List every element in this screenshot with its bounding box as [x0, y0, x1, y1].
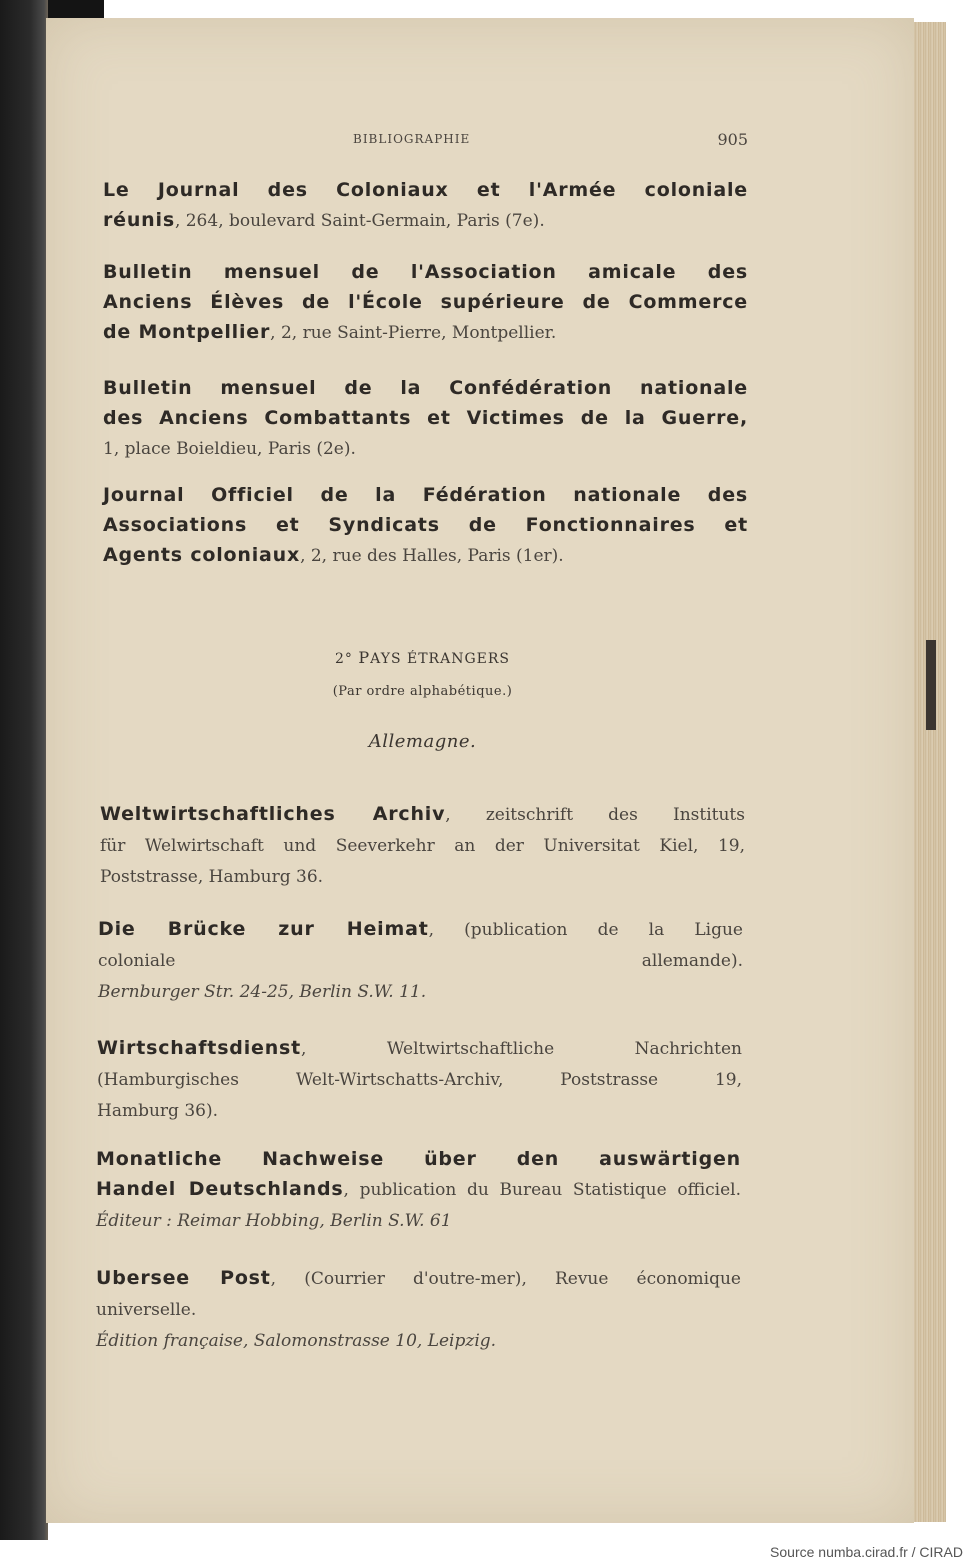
entry-line	[103, 480, 748, 510]
book-spine-shadow	[0, 0, 48, 1540]
entry-text: Poststrasse, Hamburg 36.	[100, 867, 324, 887]
entry-title: Associations et Syndicats de Fonctionnaires et	[103, 514, 748, 536]
entry-text: , 264, boulevard Saint-Germain, Paris (7e).	[174, 211, 545, 231]
entry-title: Monatliche Nachweise über den auswärtigen	[96, 1148, 741, 1170]
entry-line	[103, 373, 748, 403]
entry-line	[100, 861, 745, 892]
entry-title: Anciens Élèves de l'École supérieure de Commerce	[103, 291, 748, 313]
entry-title: réunis	[103, 209, 175, 231]
entry-text: , (Courrier d'outre-mer), Revue économique	[270, 1269, 741, 1289]
entry-line	[96, 1205, 741, 1236]
bibliography-entry	[103, 480, 748, 571]
entry-line	[98, 914, 743, 945]
section-heading	[100, 648, 745, 667]
bibliography-entry	[97, 1033, 742, 1126]
entry-line	[103, 403, 748, 433]
entry-line	[96, 1325, 741, 1356]
entry-text: 1, place Boieldieu, Paris (2e).	[103, 439, 356, 459]
entry-line	[100, 830, 745, 861]
entry-line	[98, 976, 743, 1007]
entry-title: Journal Officiel de la Fédération nationale des	[103, 484, 748, 506]
entry-line	[96, 1294, 741, 1325]
bibliography-entry	[103, 373, 748, 464]
country-heading: Allemagne.	[368, 731, 477, 752]
page-number: 905	[717, 130, 748, 149]
entry-text: coloniale allemande).	[98, 951, 743, 971]
source-credit: Source numba.cirad.fr / CIRAD	[770, 1544, 963, 1560]
entry-text: , (publication de la Ligue	[428, 920, 743, 940]
entry-text: für Welwirtschaft und Seeverkehr an der Universitat Kiel, 19,	[100, 836, 745, 856]
entry-title: Handel Deutschlands	[96, 1178, 344, 1200]
entry-line	[103, 540, 748, 571]
entry-text: , 2, rue Saint-Pierre, Montpellier.	[270, 323, 557, 343]
running-header	[100, 130, 748, 154]
bibliography-entry	[96, 1263, 741, 1356]
bibliography-entry	[98, 914, 743, 1007]
entry-title: Weltwirtschaftliches Archiv	[100, 803, 446, 825]
entry-title: Agents coloniaux	[103, 544, 301, 566]
entry-address-italic: Éditeur : Reimar Hobbing, Berlin S.W. 61	[96, 1211, 452, 1231]
entry-title: des Anciens Combattants et Victimes de la Guerre,	[103, 407, 748, 429]
entry-line	[103, 287, 748, 317]
entry-title: Wirtschaftsdienst	[97, 1037, 302, 1059]
section-subtitle: (Par ordre alphabétique.)	[332, 684, 513, 699]
entry-text: , 2, rue des Halles, Paris (1er).	[300, 546, 564, 566]
section-number: 2°	[335, 651, 353, 667]
entry-line	[103, 433, 748, 464]
bibliography-entry	[100, 799, 745, 892]
entry-address-italic: Bernburger Str. 24-25, Berlin S.W. 11.	[98, 982, 427, 1002]
entry-text: , zeitschrift des Instituts	[445, 805, 745, 825]
entry-text: universelle.	[96, 1300, 197, 1320]
entry-line	[96, 1174, 741, 1205]
entry-title: Le Journal des Coloniaux et l'Armée coloniale	[103, 179, 748, 201]
entry-line	[103, 175, 748, 205]
entry-line	[97, 1064, 742, 1095]
entry-title: Bulletin mensuel de la Confédération nationale	[103, 377, 748, 399]
entry-line	[103, 257, 748, 287]
entry-title: Ubersee Post	[96, 1267, 271, 1289]
section-title-initial: P	[358, 648, 371, 667]
entry-title: de Montpellier	[103, 321, 271, 343]
entry-text: Hamburg 36).	[97, 1101, 218, 1121]
bibliography-entry	[96, 1144, 741, 1236]
entry-title: Bulletin mensuel de l'Association amicale des	[103, 261, 748, 283]
entry-line	[98, 945, 743, 976]
bibliography-entry	[103, 175, 748, 236]
entry-title: Die Brücke zur Heimat	[98, 918, 429, 940]
section-title-rest: AYS ÉTRANGERS	[370, 651, 510, 667]
entry-address-italic: Édition française, Salomonstrasse 10, Leipzig.	[96, 1331, 497, 1351]
entry-line	[103, 510, 748, 540]
entry-line	[100, 799, 745, 830]
entry-line	[97, 1095, 742, 1126]
entry-text: , publication du Bureau Statistique officiel.	[343, 1180, 741, 1200]
entry-line	[96, 1144, 741, 1174]
running-title: BIBLIOGRAPHIE	[353, 132, 471, 146]
entry-line	[97, 1033, 742, 1064]
bibliography-entry	[103, 257, 748, 348]
entry-line	[96, 1263, 741, 1294]
page-edge-mark	[926, 640, 936, 730]
entry-text: (Hamburgisches Welt-Wirtschatts-Archiv, Poststrasse 19,	[97, 1070, 742, 1090]
entry-text: , Weltwirtschaftliche Nachrichten	[301, 1039, 742, 1059]
entry-line	[103, 317, 748, 348]
entry-line	[103, 205, 748, 236]
